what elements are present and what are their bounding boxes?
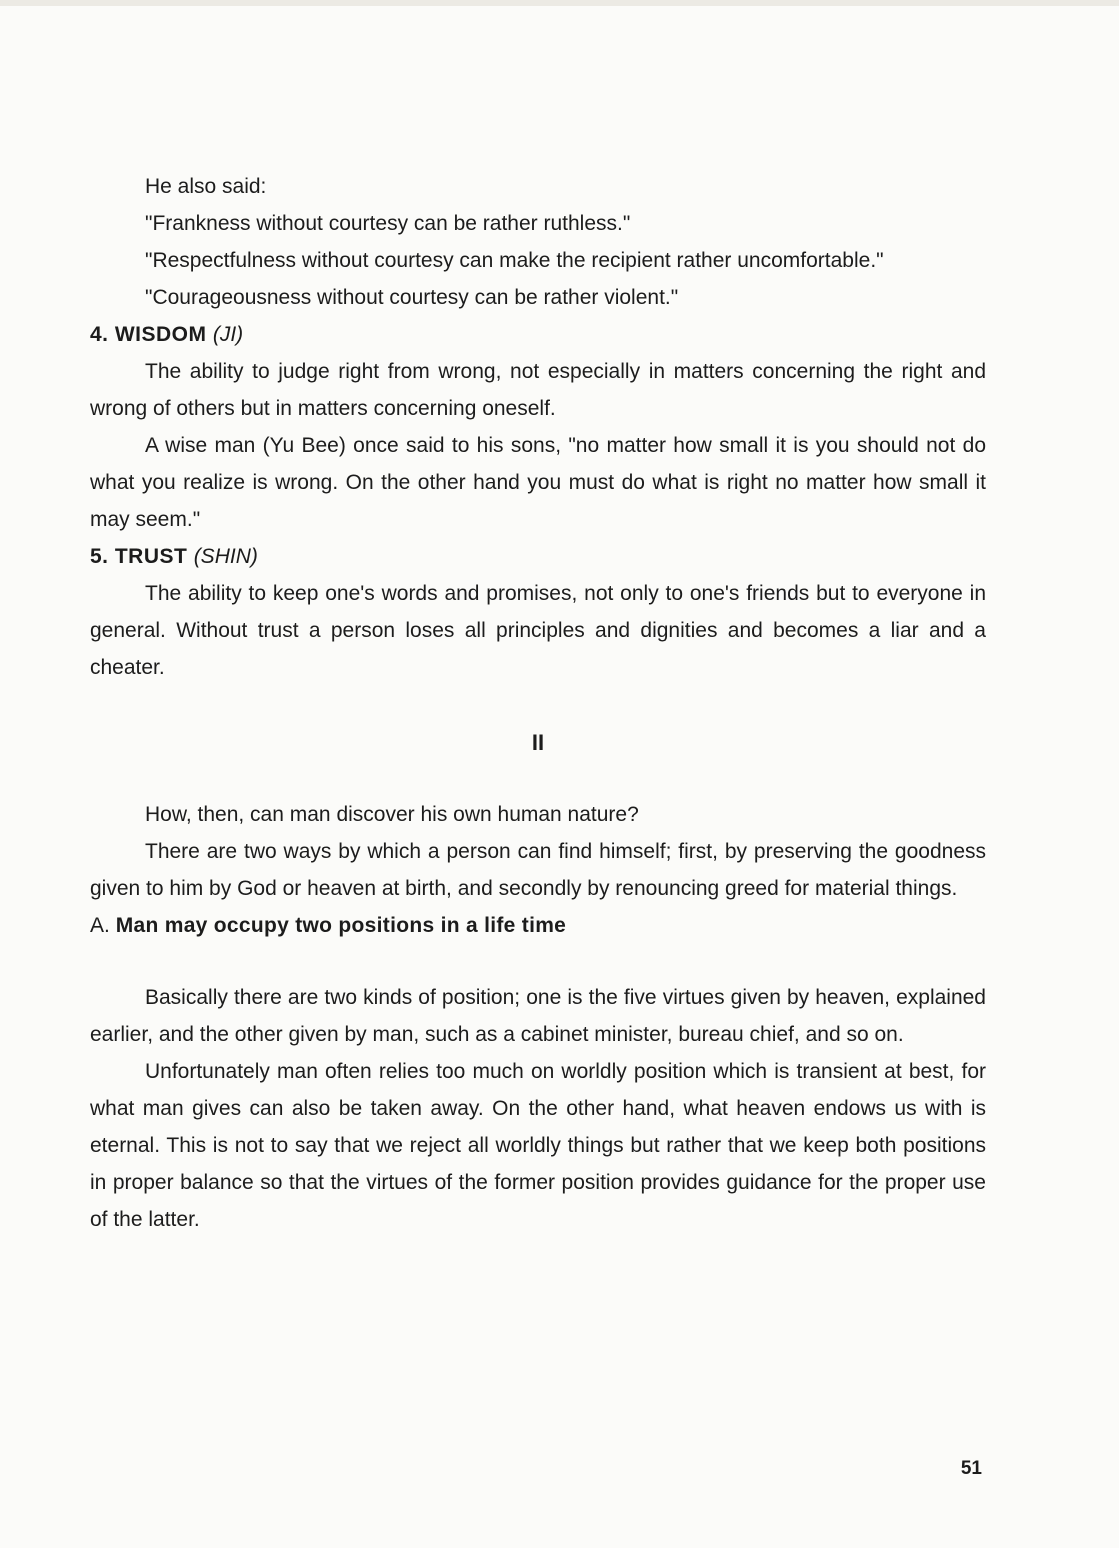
body-text <box>90 168 986 1238</box>
paragraph: There are two ways by which a person can find himself; first, by preserving the goodness given to him by God or heaven at birth, and secondly by renouncing greed for material things. <box>90 840 986 900</box>
heading-label: 5. TRUST <box>90 545 188 568</box>
paragraph: "Frankness without courtesy can be rather ruthless." <box>145 212 631 235</box>
paragraph: The ability to keep one's words and promises, not only to one's friends but to everyone in general. Without trust a person loses all principles and dignities and becomes a liar and a cheater. <box>90 582 986 679</box>
page-number: 51 <box>960 1458 982 1479</box>
paragraph: The ability to judge right from wrong, not especially in matters concerning the right and wrong of others but in matters concerning oneself. <box>90 360 986 420</box>
paragraph: He also said: <box>145 175 267 198</box>
paragraph: "Respectfulness without courtesy can make the recipient rather uncomfortable." <box>145 249 884 272</box>
paragraph: Unfortunately man often relies too much on worldly position which is transient at best, for what man gives can also be taken away. On the other hand, what heaven endows us with is eternal. This is not to say that we reject all worldly things but rather that we keep both positions in proper balance so that the virtues of the former position provides guidance for the proper use of the latter. <box>90 1060 986 1231</box>
paragraph: How, then, can man discover his own human nature? <box>145 803 639 826</box>
heading-subtitle: (JI) <box>212 323 244 346</box>
heading-subtitle: (SHIN) <box>193 545 258 568</box>
heading-wisdom <box>90 316 986 353</box>
section-prefix: A. <box>90 914 110 937</box>
heading-label: 4. WISDOM <box>90 323 207 346</box>
paragraph: "Courageousness without courtesy can be rather violent." <box>145 286 679 309</box>
heading-trust <box>90 538 986 575</box>
paragraph: Basically there are two kinds of position; one is the five virtues given by heaven, explained earlier, and the other given by man, such as a cabinet minister, bureau chief, and so on. <box>90 986 986 1046</box>
page-top-edge <box>0 0 1119 6</box>
section-heading-a <box>90 907 986 944</box>
paragraph: A wise man (Yu Bee) once said to his sons, "no matter how small it is you should not do what you realize is wrong. On the other hand you must do what is right no matter how small it may seem." <box>90 434 986 531</box>
section-title: Man may occupy two positions in a life time <box>115 914 567 937</box>
section-numeral: II <box>531 730 545 755</box>
